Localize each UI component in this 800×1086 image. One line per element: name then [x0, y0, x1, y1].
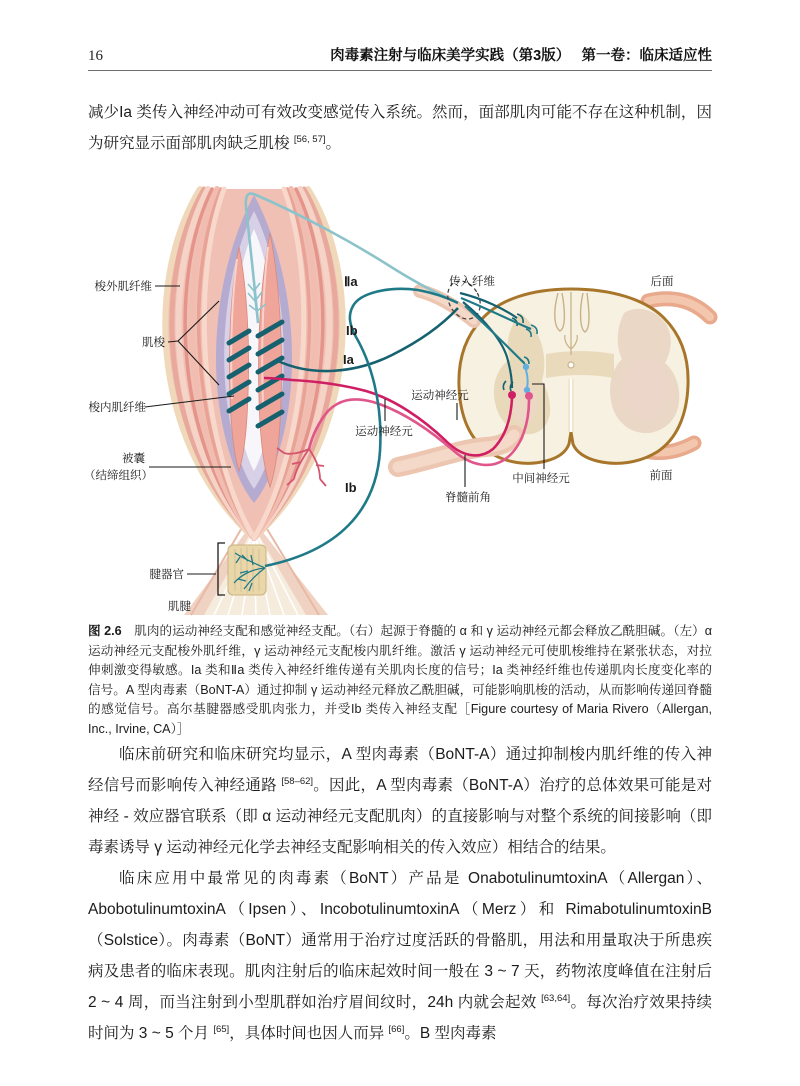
paragraph-1	[88, 97, 712, 159]
paragraph-3	[88, 863, 712, 1049]
label-capsule: 被囊	[122, 453, 145, 465]
label-motor-neuron-lower: 运动神经元	[355, 426, 413, 438]
p1-text-end: 。	[325, 135, 342, 152]
paragraph-2	[88, 739, 712, 863]
motor-neuron-soma-left	[508, 391, 516, 399]
header-rule	[88, 70, 712, 71]
label-fiber-Ib-upper: Ib	[346, 323, 358, 338]
label-tendon-organ: 腱器官	[149, 569, 184, 581]
p3-text-4: 。B 型肉毒素	[404, 1025, 497, 1042]
label-anterior: 前面	[649, 470, 673, 482]
figure-2-6	[84, 189, 712, 739]
p2-text-end: 。因此，A 型肉毒素（BoNT-A）治疗的总体效果可能是对神经 - 效应器官联系（即 α 运动神经元支配肌肉）的直接影响与对整个系统的间接影响（即毒素诱导 γ 运动神经元化学去神经支配影响相关的传入效应）相结合的结果。	[88, 777, 712, 856]
p3-reference-2: [65]	[213, 1023, 230, 1035]
figure-caption-number: 图 2.6	[88, 624, 122, 638]
gray-matter-commissure	[546, 351, 614, 378]
label-extrafusal-fibers: 梭外肌纤维	[94, 281, 152, 293]
gray-matter-tint-right	[624, 359, 668, 419]
label-interneuron: 中间神经元	[512, 473, 570, 485]
header-title: 肉毒素注射与临床美学实践（第3版） 第一卷：临床适应性	[330, 48, 712, 64]
figure-caption	[88, 622, 712, 739]
p3-text-3: ，具体时间也因人而异	[229, 1025, 389, 1042]
label-capsule-connective-tissue: （结缔组织）	[84, 470, 153, 482]
central-canal	[568, 362, 574, 368]
page-number: 16	[88, 48, 103, 64]
p3-text-1: 临床应用中最常见的肉毒素（BoNT）产品是 OnabotulinumtoxinA（Allergan）、AbobotulinumtoxinA（Ipsen）、IncobotulinumtoxinA（Merz）和 RimabotulinumtoxinB（Solstice）。肉毒素（BoNT）通常用于治疗过度活跃的骨骼肌，用法和用量取决于所患疾病及患者的临床表现。肌肉注射后的临床起效时间一般在 3 ~ 7 天，药物浓度峰值在注射后 2 ~ 4 周，而当注射到小型肌群如治疗眉间纹时，24h 内就会起效	[88, 870, 712, 1011]
label-anterior-horn: 脊髓前角	[445, 492, 491, 504]
muscle-spindle-illustration	[163, 189, 346, 615]
interneuron-cell-top	[523, 364, 529, 370]
label-fiber-Ib-lower: Ib	[345, 480, 357, 495]
label-muscle-spindle: 肌梭	[142, 337, 165, 349]
motor-neuron-soma-right	[525, 392, 533, 400]
p2-reference: [58–62]	[281, 775, 314, 787]
p1-reference: [56, 57]	[293, 133, 326, 145]
p3-reference-1: [63,64]	[541, 992, 571, 1004]
p1-text: 减少Ia 类传入神经冲动可有效改变感觉传入系统。然而，面部肌肉可能不存在这种机制，因为研究显示面部肌肉缺乏肌梭	[88, 104, 712, 152]
p3-reference-3: [66]	[388, 1023, 405, 1035]
label-posterior: 后面	[650, 276, 674, 288]
figure-2-6-illustration	[84, 189, 712, 615]
label-motor-neuron-upper: 运动神经元	[411, 390, 469, 402]
page-header	[88, 0, 712, 65]
label-intrafusal-fibers: 梭内肌纤维	[88, 402, 146, 414]
figure-caption-text: 肌肉的运动神经支配和感觉神经支配。（右）起源于脊髓的 α 和 γ 运动神经元都会释放乙酰胆碱。（左）α 运动神经元支配梭外肌纤维，γ 运动神经元支配梭内肌纤维。激活 γ 运动神经元可使肌梭维持在紧张状态，对拉伸刺激变得敏感。Ia 类和Ⅱa 类传入神经纤维传递有关肌肉长度的信号；Ia 类神经纤维也传递肌肉长度变化率的信号。A 型肉毒素（BoNT-A）通过抑制 γ 运动神经元释放乙酰胆碱，可能影响肌梭的活动，从而影响传递回脊髓的感觉信号。高尔基腱器感受肌肉张力，并受Ib 类传入神经支配［Figure courtesy of Maria Rivero（Allergan, Inc., Irvine, CA）］	[88, 624, 712, 736]
label-fiber-Ia: Ia	[343, 352, 354, 367]
label-tendon: 肌腱	[168, 601, 191, 613]
p3-text-2: 。每次治疗效果持续时间为 3 ~ 5 个月	[88, 994, 712, 1042]
label-afferent-fiber: 传入纤维	[449, 276, 495, 288]
p2-text: 临床前研究和临床研究均显示，A 型肉毒素（BoNT-A）通过抑制梭内肌纤维的传入神经信号而影响传入神经通路	[88, 746, 712, 794]
label-fiber-IIa: Ⅱa	[344, 274, 358, 289]
